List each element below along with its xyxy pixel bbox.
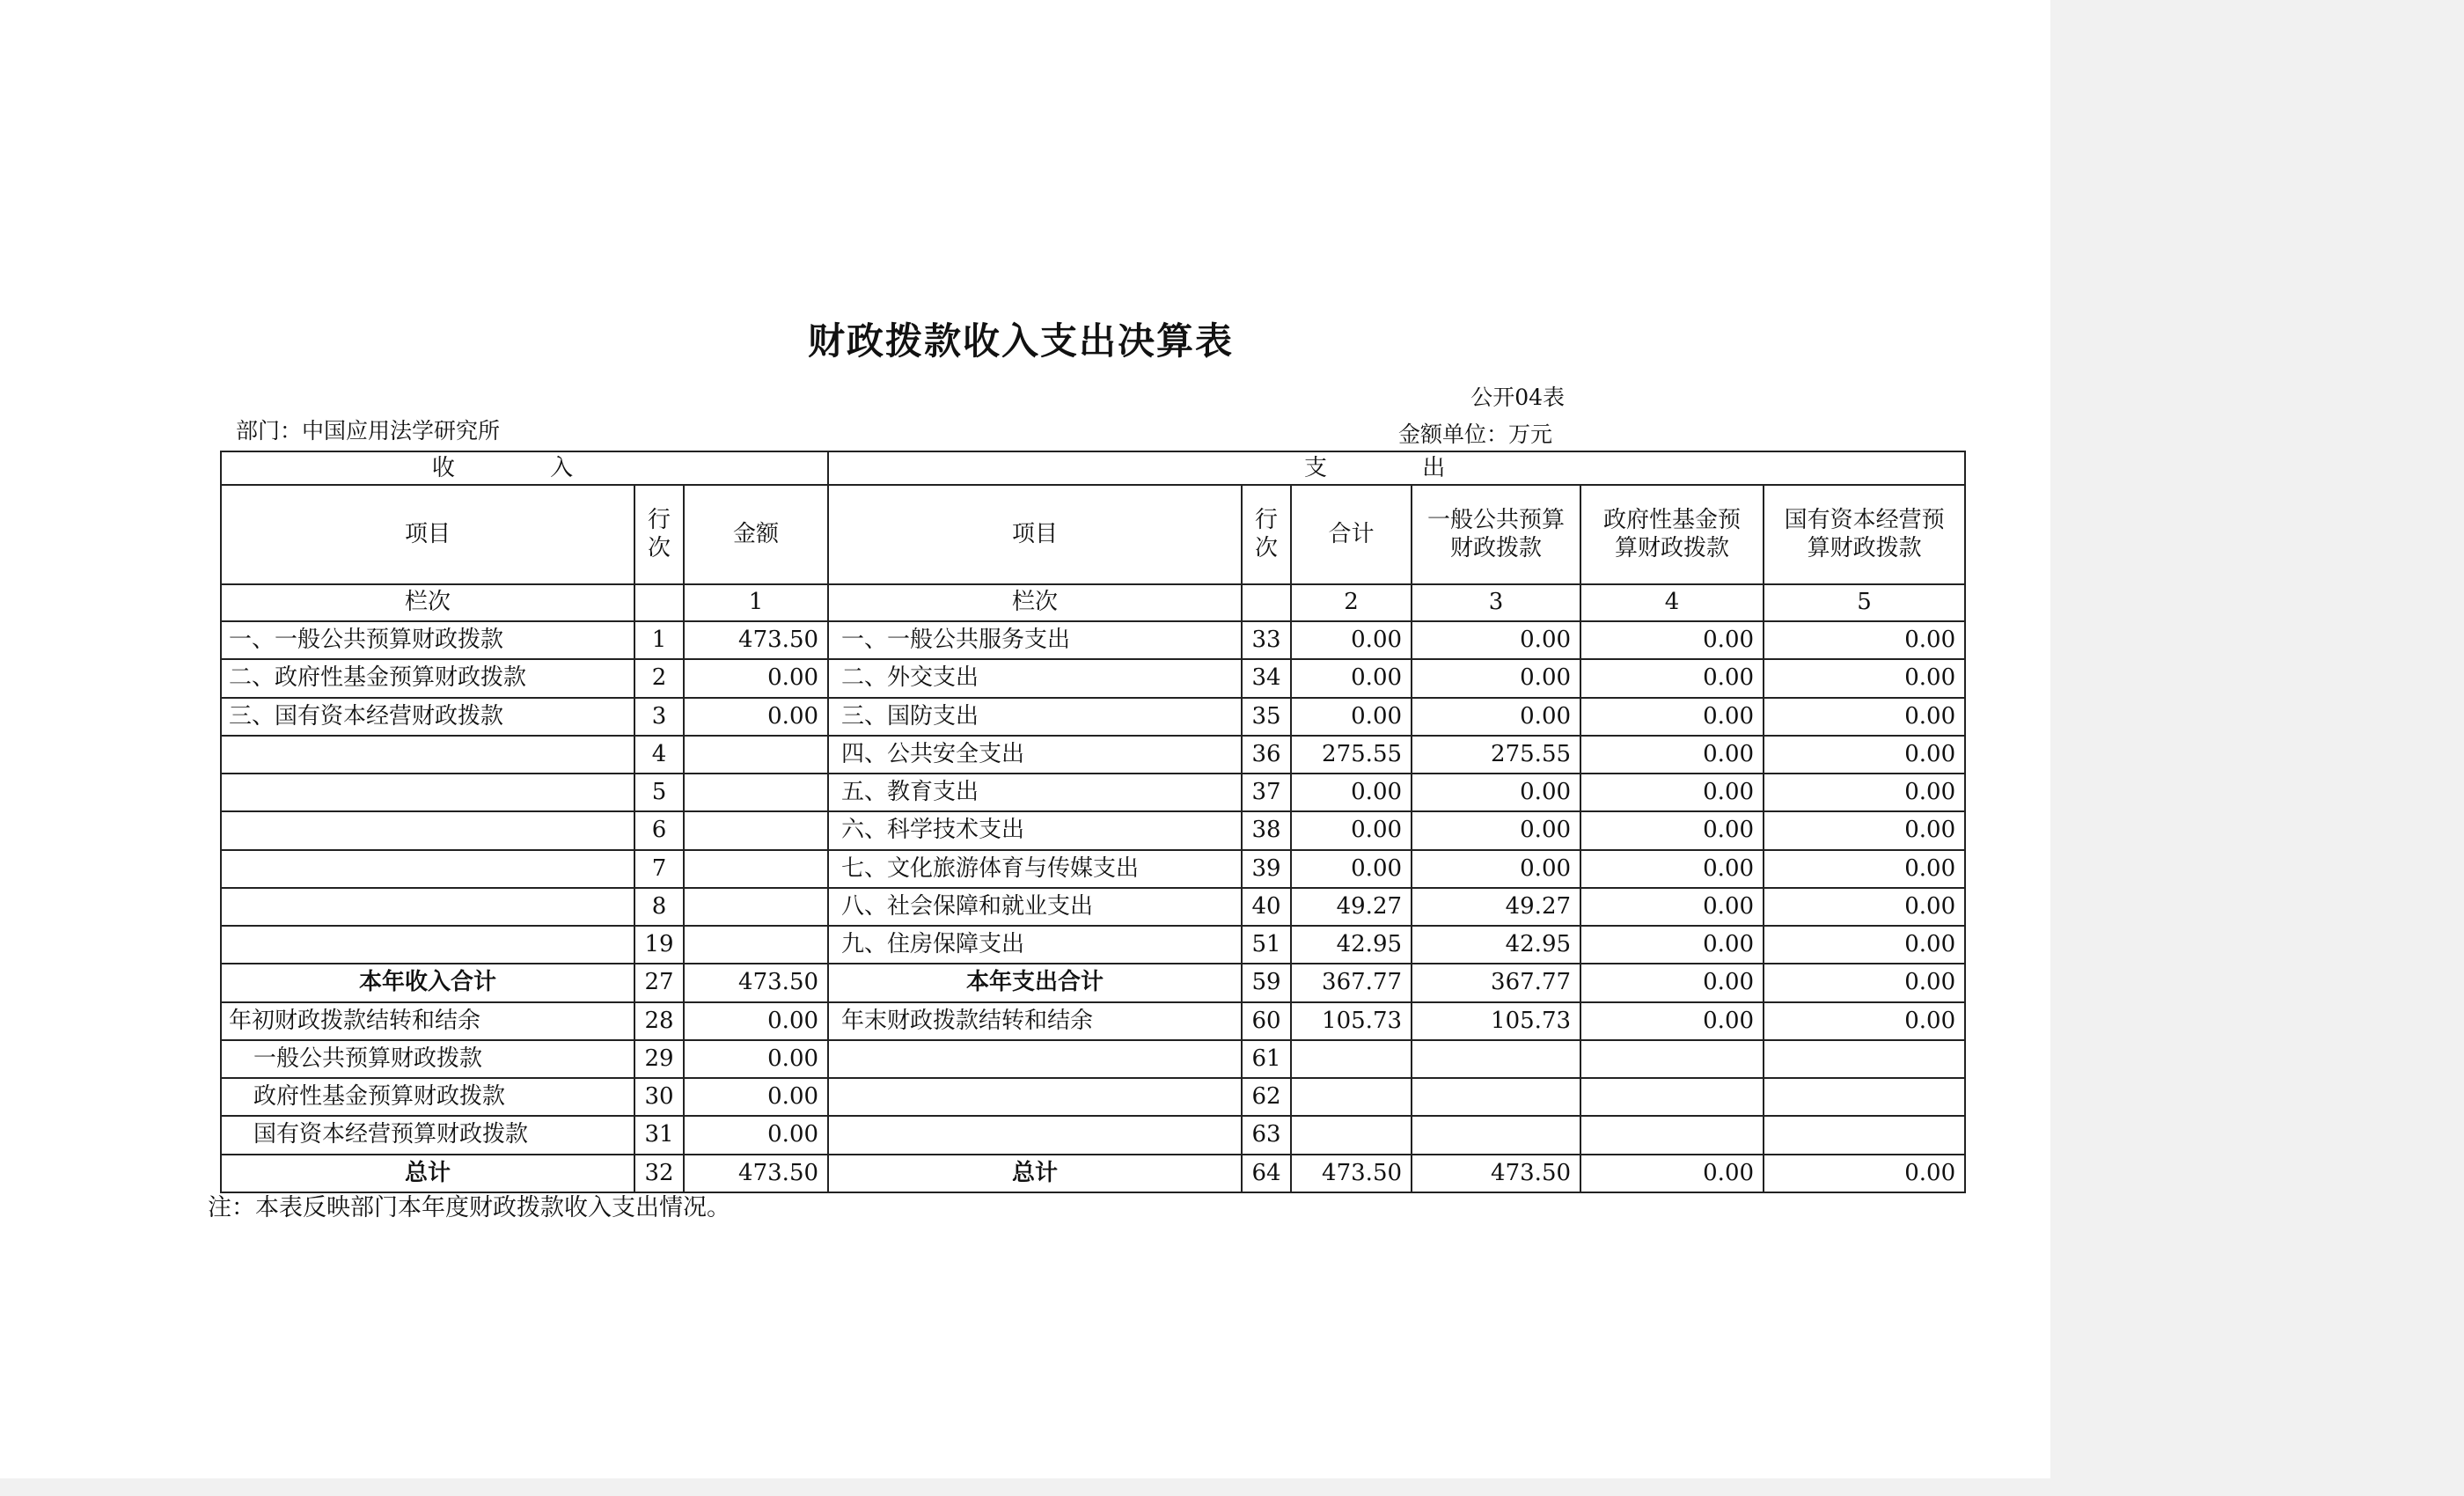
income-item-cell: 政府性基金预算财政拨款 bbox=[221, 1078, 634, 1116]
income-amount-cell: 0.00 bbox=[684, 1040, 828, 1078]
income-row-no-header: 行次 bbox=[634, 485, 684, 584]
budget-table bbox=[220, 451, 1966, 1193]
general-budget-cell: 0.00 bbox=[1412, 621, 1580, 659]
expense-row-no-header: 行次 bbox=[1242, 485, 1291, 584]
gov-fund-cell: 0.00 bbox=[1580, 811, 1764, 849]
expense-item-cell: 八、社会保障和就业支出 bbox=[828, 888, 1242, 926]
income-row-no-cell: 1 bbox=[634, 621, 684, 659]
table-row bbox=[221, 1116, 1965, 1154]
general-budget-cell: 367.77 bbox=[1412, 964, 1580, 1001]
table-row bbox=[221, 1078, 1965, 1116]
income-item-cell: 二、政府性基金预算财政拨款 bbox=[221, 659, 634, 697]
state-capital-cell: 0.00 bbox=[1764, 888, 1965, 926]
gov-fund-cell: 0.00 bbox=[1580, 1002, 1764, 1040]
expense-row-no-cell: 35 bbox=[1242, 698, 1291, 736]
gov-fund-cell bbox=[1580, 1078, 1764, 1116]
income-item-cell bbox=[221, 888, 634, 926]
col-index-5: 5 bbox=[1764, 584, 1965, 621]
income-section-header: 收 入 bbox=[221, 451, 828, 485]
table-note: 注：本表反映部门本年度财政拨款收入支出情况。 bbox=[208, 1194, 730, 1221]
expense-item-cell bbox=[828, 1078, 1242, 1116]
general-budget-cell bbox=[1412, 1116, 1580, 1154]
income-amount-cell bbox=[684, 811, 828, 849]
general-budget-cell: 0.00 bbox=[1412, 698, 1580, 736]
income-row-no-cell: 19 bbox=[634, 926, 684, 964]
expense-item-cell bbox=[828, 1040, 1242, 1078]
general-budget-cell: 0.00 bbox=[1412, 659, 1580, 697]
income-amount-cell: 473.50 bbox=[684, 1155, 828, 1192]
state-capital-cell: 0.00 bbox=[1764, 1002, 1965, 1040]
state-capital-cell: 0.00 bbox=[1764, 811, 1965, 849]
expense-row-no-cell: 64 bbox=[1242, 1155, 1291, 1192]
expense-item-cell: 年末财政拨款结转和结余 bbox=[828, 1002, 1242, 1040]
income-amount-cell bbox=[684, 850, 828, 888]
state-capital-cell: 0.00 bbox=[1764, 621, 1965, 659]
col-index-1: 1 bbox=[684, 584, 828, 621]
income-row-no-cell: 7 bbox=[634, 850, 684, 888]
expense-row-no-cell: 36 bbox=[1242, 736, 1291, 774]
expense-total-header: 合计 bbox=[1291, 485, 1412, 584]
income-amount-cell: 473.50 bbox=[684, 964, 828, 1001]
expense-row-no-cell: 37 bbox=[1242, 774, 1291, 811]
state-capital-cell: 0.00 bbox=[1764, 964, 1965, 1001]
income-row-no-cell: 5 bbox=[634, 774, 684, 811]
income-row-no-cell: 2 bbox=[634, 659, 684, 697]
income-item-header: 项目 bbox=[221, 485, 634, 584]
income-row-no-cell: 3 bbox=[634, 698, 684, 736]
department-label: 部门：中国应用法学研究所 bbox=[236, 418, 501, 444]
state-capital-cell: 0.00 bbox=[1764, 659, 1965, 697]
income-item-cell bbox=[221, 811, 634, 849]
state-capital-cell: 0.00 bbox=[1764, 736, 1965, 774]
expense-total-cell: 0.00 bbox=[1291, 659, 1412, 697]
expense-row-no-cell: 34 bbox=[1242, 659, 1291, 697]
income-amount-cell bbox=[684, 774, 828, 811]
gov-fund-cell bbox=[1580, 1116, 1764, 1154]
general-budget-cell: 0.00 bbox=[1412, 774, 1580, 811]
income-row-no-cell: 27 bbox=[634, 964, 684, 1001]
section-header-row bbox=[221, 451, 1965, 485]
gov-fund-cell: 0.00 bbox=[1580, 774, 1764, 811]
table-row bbox=[221, 850, 1965, 888]
income-item-cell: 一般公共预算财政拨款 bbox=[221, 1040, 634, 1078]
expense-total-cell bbox=[1291, 1040, 1412, 1078]
state-capital-cell: 0.00 bbox=[1764, 774, 1965, 811]
gov-fund-cell: 0.00 bbox=[1580, 926, 1764, 964]
table-row bbox=[221, 926, 1965, 964]
expense-col-label: 栏次 bbox=[828, 584, 1242, 621]
table-row bbox=[221, 964, 1965, 1001]
expense-col-blank bbox=[1242, 584, 1291, 621]
expense-row-no-cell: 61 bbox=[1242, 1040, 1291, 1078]
income-item-cell: 总计 bbox=[221, 1155, 634, 1192]
table-row bbox=[221, 659, 1965, 697]
income-row-no-cell: 8 bbox=[634, 888, 684, 926]
expense-total-cell: 275.55 bbox=[1291, 736, 1412, 774]
expense-item-cell: 二、外交支出 bbox=[828, 659, 1242, 697]
expense-item-cell: 九、住房保障支出 bbox=[828, 926, 1242, 964]
expense-total-cell: 49.27 bbox=[1291, 888, 1412, 926]
state-capital-cell: 0.00 bbox=[1764, 698, 1965, 736]
table-row bbox=[221, 698, 1965, 736]
table-row bbox=[221, 1002, 1965, 1040]
income-col-label: 栏次 bbox=[221, 584, 634, 621]
income-amount-cell: 0.00 bbox=[684, 1116, 828, 1154]
income-amount-cell: 473.50 bbox=[684, 621, 828, 659]
income-amount-cell: 0.00 bbox=[684, 698, 828, 736]
state-capital-cell bbox=[1764, 1116, 1965, 1154]
expense-total-cell: 473.50 bbox=[1291, 1155, 1412, 1192]
expense-item-cell: 总计 bbox=[828, 1155, 1242, 1192]
income-item-cell: 本年收入合计 bbox=[221, 964, 634, 1001]
col-index-2: 2 bbox=[1291, 584, 1412, 621]
state-capital-cell bbox=[1764, 1078, 1965, 1116]
general-budget-cell: 105.73 bbox=[1412, 1002, 1580, 1040]
page-title: 财政拨款收入支出决算表 bbox=[807, 319, 1234, 363]
expense-total-cell: 0.00 bbox=[1291, 850, 1412, 888]
income-item-cell: 一、一般公共预算财政拨款 bbox=[221, 621, 634, 659]
gov-fund-cell: 0.00 bbox=[1580, 964, 1764, 1001]
expense-section-header: 支 出 bbox=[828, 451, 1965, 485]
income-amount-cell: 0.00 bbox=[684, 1078, 828, 1116]
state-capital-header: 国有资本经营预算财政拨款 bbox=[1764, 485, 1965, 584]
income-item-cell bbox=[221, 850, 634, 888]
table-row bbox=[221, 1155, 1965, 1192]
general-budget-cell: 49.27 bbox=[1412, 888, 1580, 926]
income-row-no-cell: 28 bbox=[634, 1002, 684, 1040]
state-capital-cell: 0.00 bbox=[1764, 1155, 1965, 1192]
general-budget-cell: 0.00 bbox=[1412, 850, 1580, 888]
income-item-cell bbox=[221, 926, 634, 964]
column-index-row bbox=[221, 584, 1965, 621]
income-row-no-cell: 6 bbox=[634, 811, 684, 849]
expense-row-no-cell: 60 bbox=[1242, 1002, 1291, 1040]
general-budget-cell bbox=[1412, 1078, 1580, 1116]
expense-total-cell: 0.00 bbox=[1291, 698, 1412, 736]
gov-fund-cell: 0.00 bbox=[1580, 1155, 1764, 1192]
expense-item-header: 项目 bbox=[828, 485, 1242, 584]
expense-row-no-cell: 33 bbox=[1242, 621, 1291, 659]
expense-total-cell: 42.95 bbox=[1291, 926, 1412, 964]
expense-item-cell bbox=[828, 1116, 1242, 1154]
income-row-no-cell: 30 bbox=[634, 1078, 684, 1116]
expense-row-no-cell: 62 bbox=[1242, 1078, 1291, 1116]
income-amount-cell bbox=[684, 736, 828, 774]
expense-item-cell: 四、公共安全支出 bbox=[828, 736, 1242, 774]
income-item-cell bbox=[221, 736, 634, 774]
expense-row-no-cell: 51 bbox=[1242, 926, 1291, 964]
general-budget-cell: 42.95 bbox=[1412, 926, 1580, 964]
expense-row-no-cell: 38 bbox=[1242, 811, 1291, 849]
gov-fund-cell: 0.00 bbox=[1580, 659, 1764, 697]
gov-fund-cell bbox=[1580, 1040, 1764, 1078]
income-col-blank bbox=[634, 584, 684, 621]
expense-total-cell bbox=[1291, 1078, 1412, 1116]
column-header-row bbox=[221, 485, 1965, 584]
gov-fund-cell: 0.00 bbox=[1580, 850, 1764, 888]
expense-item-cell: 六、科学技术支出 bbox=[828, 811, 1242, 849]
general-budget-cell: 275.55 bbox=[1412, 736, 1580, 774]
table-row bbox=[221, 811, 1965, 849]
gov-fund-cell: 0.00 bbox=[1580, 621, 1764, 659]
general-budget-cell bbox=[1412, 1040, 1580, 1078]
income-item-cell: 国有资本经营预算财政拨款 bbox=[221, 1116, 634, 1154]
expense-row-no-cell: 59 bbox=[1242, 964, 1291, 1001]
gov-fund-cell: 0.00 bbox=[1580, 888, 1764, 926]
expense-total-cell: 0.00 bbox=[1291, 811, 1412, 849]
income-item-cell bbox=[221, 774, 634, 811]
general-budget-cell: 0.00 bbox=[1412, 811, 1580, 849]
table-row bbox=[221, 621, 1965, 659]
state-capital-cell: 0.00 bbox=[1764, 926, 1965, 964]
gov-fund-header: 政府性基金预算财政拨款 bbox=[1580, 485, 1764, 584]
income-row-no-cell: 32 bbox=[634, 1155, 684, 1192]
general-budget-cell: 473.50 bbox=[1412, 1155, 1580, 1192]
income-amount-cell bbox=[684, 888, 828, 926]
income-item-cell: 年初财政拨款结转和结余 bbox=[221, 1002, 634, 1040]
table-row bbox=[221, 1040, 1965, 1078]
income-amount-header: 金额 bbox=[684, 485, 828, 584]
income-row-no-cell: 31 bbox=[634, 1116, 684, 1154]
expense-item-cell: 五、教育支出 bbox=[828, 774, 1242, 811]
expense-row-no-cell: 39 bbox=[1242, 850, 1291, 888]
table-row bbox=[221, 774, 1965, 811]
expense-total-cell: 367.77 bbox=[1291, 964, 1412, 1001]
expense-row-no-cell: 40 bbox=[1242, 888, 1291, 926]
table-row bbox=[221, 736, 1965, 774]
col-index-3: 3 bbox=[1412, 584, 1580, 621]
income-row-no-cell: 29 bbox=[634, 1040, 684, 1078]
income-item-cell: 三、国有资本经营财政拨款 bbox=[221, 698, 634, 736]
income-row-no-cell: 4 bbox=[634, 736, 684, 774]
expense-row-no-cell: 63 bbox=[1242, 1116, 1291, 1154]
expense-item-cell: 三、国防支出 bbox=[828, 698, 1242, 736]
expense-total-cell: 0.00 bbox=[1291, 774, 1412, 811]
expense-total-cell: 0.00 bbox=[1291, 621, 1412, 659]
gov-fund-cell: 0.00 bbox=[1580, 736, 1764, 774]
general-budget-header: 一般公共预算财政拨款 bbox=[1412, 485, 1580, 584]
gov-fund-cell: 0.00 bbox=[1580, 698, 1764, 736]
income-amount-cell bbox=[684, 926, 828, 964]
expense-total-cell: 105.73 bbox=[1291, 1002, 1412, 1040]
table-row bbox=[221, 888, 1965, 926]
expense-item-cell: 七、文化旅游体育与传媒支出 bbox=[828, 850, 1242, 888]
expense-total-cell bbox=[1291, 1116, 1412, 1154]
amount-unit-label: 金额单位：万元 bbox=[1397, 422, 1552, 447]
form-number: 公开04表 bbox=[1470, 385, 1565, 410]
state-capital-cell bbox=[1764, 1040, 1965, 1078]
expense-item-cell: 一、一般公共服务支出 bbox=[828, 621, 1242, 659]
expense-item-cell: 本年支出合计 bbox=[828, 964, 1242, 1001]
income-amount-cell: 0.00 bbox=[684, 1002, 828, 1040]
col-index-4: 4 bbox=[1580, 584, 1764, 621]
state-capital-cell: 0.00 bbox=[1764, 850, 1965, 888]
income-amount-cell: 0.00 bbox=[684, 659, 828, 697]
